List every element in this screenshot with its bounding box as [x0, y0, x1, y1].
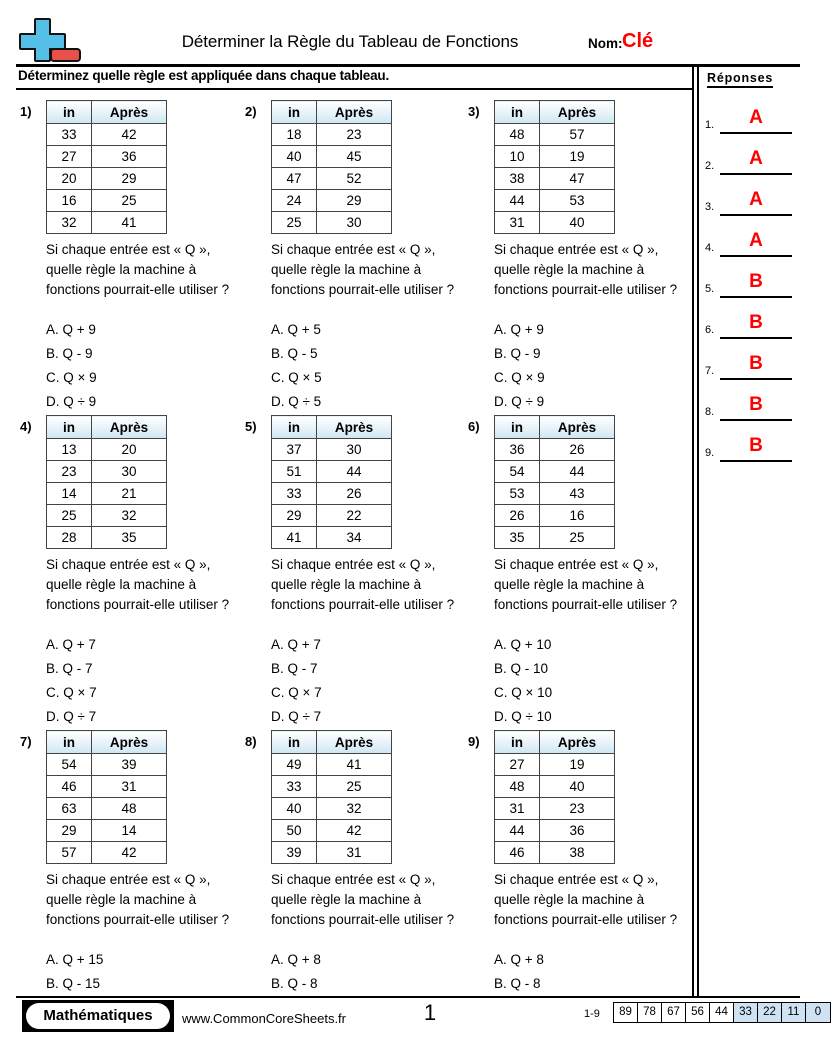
cell-in: 33	[272, 483, 317, 505]
cell-apres: 48	[92, 798, 167, 820]
cell-in: 14	[47, 483, 92, 505]
answer-choice[interactable]: B. Q - 5	[271, 346, 318, 361]
cell-in: 49	[272, 754, 317, 776]
answer-choice[interactable]: B. Q - 15	[46, 976, 101, 991]
answer-value[interactable]: B	[749, 394, 763, 415]
cell-apres: 25	[540, 527, 615, 549]
table-row	[495, 168, 615, 190]
cell-apres: 36	[540, 820, 615, 842]
table-row	[495, 461, 615, 483]
table-row	[495, 776, 615, 798]
cell-in: 57	[47, 842, 92, 864]
cell-in: 29	[47, 820, 92, 842]
cell-in: 33	[47, 124, 92, 146]
cell-in: 31	[495, 798, 540, 820]
table-row	[495, 212, 615, 234]
header-in: in	[495, 416, 540, 439]
cell-in: 18	[272, 124, 317, 146]
table-header-row	[272, 731, 392, 754]
table-row	[272, 842, 392, 864]
page-header	[0, 0, 816, 66]
answers-title: Réponses	[707, 71, 773, 88]
table-row	[495, 527, 615, 549]
cell-in: 50	[272, 820, 317, 842]
answer-choice[interactable]: A. Q + 7	[46, 637, 96, 652]
answer-value[interactable]: B	[749, 271, 763, 292]
cell-apres: 53	[540, 190, 615, 212]
answer-blank-line	[720, 214, 792, 216]
answer-blank-line	[720, 419, 792, 421]
cell-apres: 41	[92, 212, 167, 234]
cell-apres: 21	[92, 483, 167, 505]
cell-in: 26	[495, 505, 540, 527]
function-table	[46, 730, 167, 864]
answer-number: 3.	[705, 201, 715, 213]
answer-choice[interactable]: C. Q × 5	[271, 370, 322, 385]
cell-apres: 30	[317, 439, 392, 461]
cell-in: 33	[272, 776, 317, 798]
table-row	[495, 820, 615, 842]
problem-number: 7)	[20, 734, 32, 749]
header-in: in	[495, 101, 540, 124]
answer-key-marker: Clé	[622, 30, 654, 52]
table-row	[47, 776, 167, 798]
scale-cell: 56	[686, 1003, 710, 1022]
answer-value[interactable]: A	[749, 148, 763, 169]
cell-apres: 41	[317, 754, 392, 776]
table-row	[495, 505, 615, 527]
cell-in: 46	[47, 776, 92, 798]
answer-number: 2.	[705, 160, 715, 172]
cell-in: 32	[47, 212, 92, 234]
cell-in: 47	[272, 168, 317, 190]
table-header-row	[47, 416, 167, 439]
answer-blank-line	[720, 378, 792, 380]
answer-row	[703, 181, 809, 222]
answer-row	[703, 140, 809, 181]
header-in: in	[47, 101, 92, 124]
answer-choice[interactable]: D. Q ÷ 10	[494, 709, 552, 724]
answer-choices	[46, 318, 97, 414]
cell-apres: 42	[92, 842, 167, 864]
cell-apres: 31	[92, 776, 167, 798]
cell-in: 48	[495, 776, 540, 798]
cell-in: 41	[272, 527, 317, 549]
answer-choice[interactable]: C. Q × 9	[46, 370, 97, 385]
scale-cell: 33	[734, 1003, 758, 1022]
header-apres: Après	[540, 101, 615, 124]
problem-prompt: Si chaque entrée est « Q », quelle règle la machine à fonctions pourrait-elle utiliser ?	[46, 872, 230, 927]
cell-in: 38	[495, 168, 540, 190]
problem-number: 4)	[20, 419, 32, 434]
cell-in: 44	[495, 190, 540, 212]
table-row	[272, 820, 392, 842]
cell-apres: 34	[317, 527, 392, 549]
table-row	[272, 527, 392, 549]
cell-apres: 45	[317, 146, 392, 168]
answer-choice[interactable]: B. Q - 7	[271, 661, 318, 676]
answer-choice[interactable]: C. Q × 9	[494, 370, 545, 385]
table-row	[495, 124, 615, 146]
table-row	[47, 124, 167, 146]
function-table	[494, 730, 615, 864]
cell-apres: 23	[540, 798, 615, 820]
subject-badge	[22, 1000, 174, 1032]
cell-apres: 31	[317, 842, 392, 864]
table-row	[272, 212, 392, 234]
answer-blank-line	[720, 337, 792, 339]
scoring-scale-label: 1-9	[584, 1008, 600, 1020]
table-row	[272, 798, 392, 820]
table-row	[495, 842, 615, 864]
cell-in: 16	[47, 190, 92, 212]
problem-prompt: Si chaque entrée est « Q », quelle règle la machine à fonctions pourrait-elle utiliser ?	[494, 242, 678, 297]
cell-in: 10	[495, 146, 540, 168]
scoring-scale	[613, 1002, 831, 1023]
cell-apres: 32	[92, 505, 167, 527]
scale-cell: 0	[806, 1003, 830, 1022]
name-label: Nom:	[588, 36, 623, 51]
answer-choice[interactable]: D. Q ÷ 7	[271, 709, 322, 724]
header-apres: Après	[92, 416, 167, 439]
answer-number: 4.	[705, 242, 715, 254]
table-row	[495, 439, 615, 461]
cell-in: 53	[495, 483, 540, 505]
cell-in: 27	[495, 754, 540, 776]
problem-prompt: Si chaque entrée est « Q », quelle règle la machine à fonctions pourrait-elle utiliser ?	[494, 557, 678, 612]
answer-value[interactable]: B	[749, 353, 763, 374]
scale-cell: 89	[614, 1003, 638, 1022]
table-header-row	[495, 731, 615, 754]
table-row	[272, 190, 392, 212]
header-apres: Après	[92, 731, 167, 754]
header-apres: Après	[317, 731, 392, 754]
answer-choice[interactable]: B. Q - 8	[494, 976, 541, 991]
cell-in: 23	[47, 461, 92, 483]
cell-in: 51	[272, 461, 317, 483]
function-table	[271, 415, 392, 549]
cell-apres: 43	[540, 483, 615, 505]
cell-apres: 52	[317, 168, 392, 190]
answer-choice[interactable]: C. Q × 7	[271, 685, 322, 700]
table-header-row	[47, 101, 167, 124]
problem-number: 3)	[468, 104, 480, 119]
answer-value[interactable]: B	[749, 312, 763, 333]
function-table	[271, 730, 392, 864]
answer-value[interactable]: B	[749, 435, 763, 456]
cell-apres: 42	[92, 124, 167, 146]
cell-in: 28	[47, 527, 92, 549]
cell-in: 40	[272, 146, 317, 168]
footer-divider	[16, 996, 800, 998]
header-apres: Après	[317, 416, 392, 439]
answer-number: 1.	[705, 119, 715, 131]
scale-cell: 67	[662, 1003, 686, 1022]
problem-number: 1)	[20, 104, 32, 119]
cell-in: 20	[47, 168, 92, 190]
answer-choice[interactable]: A. Q + 15	[46, 952, 104, 967]
header-apres: Après	[317, 101, 392, 124]
answer-choice[interactable]: A. Q + 5	[271, 322, 321, 337]
function-table	[46, 100, 167, 234]
answer-choice[interactable]: D. Q ÷ 5	[271, 394, 322, 409]
table-row	[495, 146, 615, 168]
cell-in: 40	[272, 798, 317, 820]
problem-number: 9)	[468, 734, 480, 749]
problem-prompt: Si chaque entrée est « Q », quelle règle la machine à fonctions pourrait-elle utiliser ?	[271, 557, 455, 612]
cell-apres: 16	[540, 505, 615, 527]
answer-blank-line	[720, 296, 792, 298]
table-header-row	[272, 101, 392, 124]
table-row	[47, 754, 167, 776]
cell-apres: 30	[317, 212, 392, 234]
scale-cell: 78	[638, 1003, 662, 1022]
table-row	[272, 483, 392, 505]
answer-number: 6.	[705, 324, 715, 336]
cell-in: 25	[47, 505, 92, 527]
cell-apres: 23	[317, 124, 392, 146]
cell-in: 44	[495, 820, 540, 842]
cell-in: 39	[272, 842, 317, 864]
problem-prompt: Si chaque entrée est « Q », quelle règle la machine à fonctions pourrait-elle utiliser ?	[271, 872, 455, 927]
answer-choice[interactable]: D. Q ÷ 7	[46, 709, 97, 724]
table-header-row	[47, 731, 167, 754]
cell-apres: 38	[540, 842, 615, 864]
problem-prompt: Si chaque entrée est « Q », quelle règle la machine à fonctions pourrait-elle utiliser ?	[46, 242, 230, 297]
answer-choice[interactable]: B. Q - 7	[46, 661, 93, 676]
cell-in: 35	[495, 527, 540, 549]
answer-choice[interactable]: D. Q ÷ 9	[46, 394, 97, 409]
answer-choice[interactable]: B. Q - 8	[271, 976, 318, 991]
table-row	[272, 439, 392, 461]
subject-badge-label: Mathématiques	[26, 1003, 170, 1029]
problem-number: 6)	[468, 419, 480, 434]
answer-choices	[271, 633, 322, 729]
answer-row	[703, 263, 809, 304]
problem-prompt: Si chaque entrée est « Q », quelle règle la machine à fonctions pourrait-elle utiliser ?	[494, 872, 678, 927]
problem-number: 5)	[245, 419, 257, 434]
header-in: in	[272, 101, 317, 124]
cell-apres: 25	[317, 776, 392, 798]
answer-row	[703, 427, 809, 468]
table-row	[47, 190, 167, 212]
answer-choice[interactable]: A. Q + 10	[494, 637, 552, 652]
table-row	[495, 754, 615, 776]
table-row	[47, 212, 167, 234]
cell-apres: 30	[92, 461, 167, 483]
worksheet-title: Déterminer la Règle du Tableau de Fonctions	[181, 32, 519, 51]
scale-cell: 11	[782, 1003, 806, 1022]
cell-in: 25	[272, 212, 317, 234]
answer-number: 7.	[705, 365, 715, 377]
cell-apres: 40	[540, 776, 615, 798]
answer-choices	[494, 633, 552, 729]
plus-minus-logo-icon	[16, 18, 82, 64]
answer-value[interactable]: A	[749, 189, 763, 210]
table-row	[272, 754, 392, 776]
answer-choice[interactable]: A. Q + 8	[494, 952, 544, 967]
cell-in: 31	[495, 212, 540, 234]
table-row	[47, 820, 167, 842]
table-row	[495, 798, 615, 820]
panel-divider-line-inner	[697, 66, 699, 996]
answer-row	[703, 386, 809, 427]
table-row	[495, 190, 615, 212]
answer-choice[interactable]: C. Q × 7	[46, 685, 97, 700]
function-table	[271, 100, 392, 234]
answer-choices	[271, 318, 322, 414]
table-row	[272, 146, 392, 168]
answer-number: 8.	[705, 406, 715, 418]
cell-apres: 44	[540, 461, 615, 483]
cell-in: 63	[47, 798, 92, 820]
table-row	[47, 798, 167, 820]
answer-choice[interactable]: A. Q + 9	[494, 322, 544, 337]
cell-apres: 22	[317, 505, 392, 527]
header-divider	[16, 64, 800, 67]
cell-apres: 35	[92, 527, 167, 549]
answer-choice[interactable]: D. Q ÷ 9	[494, 394, 545, 409]
cell-apres: 26	[317, 483, 392, 505]
header-apres: Après	[540, 731, 615, 754]
problem-number: 8)	[245, 734, 257, 749]
answer-row	[703, 345, 809, 386]
answer-blank-line	[720, 255, 792, 257]
header-apres: Après	[540, 416, 615, 439]
table-row	[47, 842, 167, 864]
cell-apres: 20	[92, 439, 167, 461]
cell-in: 13	[47, 439, 92, 461]
table-header-row	[495, 416, 615, 439]
table-row	[47, 527, 167, 549]
answer-row	[703, 99, 809, 140]
problem-prompt: Si chaque entrée est « Q », quelle règle la machine à fonctions pourrait-elle utiliser ?	[271, 242, 455, 297]
scale-cell: 22	[758, 1003, 782, 1022]
cell-apres: 26	[540, 439, 615, 461]
scale-cell: 44	[710, 1003, 734, 1022]
table-row	[47, 505, 167, 527]
cell-apres: 14	[92, 820, 167, 842]
problem-number: 2)	[245, 104, 257, 119]
table-row	[495, 483, 615, 505]
cell-apres: 40	[540, 212, 615, 234]
answer-blank-line	[720, 173, 792, 175]
header-in: in	[495, 731, 540, 754]
cell-apres: 42	[317, 820, 392, 842]
answer-row	[703, 222, 809, 263]
cell-in: 46	[495, 842, 540, 864]
function-table	[46, 415, 167, 549]
header-in: in	[47, 731, 92, 754]
table-header-row	[495, 101, 615, 124]
answer-choice[interactable]: B. Q - 9	[494, 346, 541, 361]
cell-in: 54	[47, 754, 92, 776]
cell-in: 27	[47, 146, 92, 168]
header-in: in	[272, 416, 317, 439]
instruction-divider	[16, 88, 692, 90]
site-url: www.CommonCoreSheets.fr	[182, 1011, 346, 1026]
cell-apres: 25	[92, 190, 167, 212]
answer-choices	[46, 948, 103, 996]
table-row	[47, 168, 167, 190]
answer-blank-line	[720, 132, 792, 134]
table-row	[47, 483, 167, 505]
cell-in: 54	[495, 461, 540, 483]
answer-choice[interactable]: A. Q + 8	[271, 952, 321, 967]
cell-apres: 39	[92, 754, 167, 776]
cell-apres: 19	[540, 146, 615, 168]
cell-apres: 57	[540, 124, 615, 146]
table-row	[47, 146, 167, 168]
answer-choices	[271, 948, 321, 996]
header-in: in	[47, 416, 92, 439]
answer-row	[703, 304, 809, 345]
table-row	[47, 461, 167, 483]
answer-choices	[494, 318, 545, 414]
cell-apres: 36	[92, 146, 167, 168]
table-row	[272, 776, 392, 798]
table-row	[272, 168, 392, 190]
cell-in: 48	[495, 124, 540, 146]
cell-apres: 19	[540, 754, 615, 776]
table-header-row	[272, 416, 392, 439]
panel-divider-line-outer	[692, 66, 694, 996]
header-in: in	[272, 731, 317, 754]
header-apres: Après	[92, 101, 167, 124]
answer-choices	[494, 948, 544, 996]
function-table	[494, 100, 615, 234]
answer-choice[interactable]: B. Q - 9	[46, 346, 93, 361]
instruction-text: Déterminez quelle règle est appliquée dans chaque tableau.	[18, 68, 390, 83]
logo-minus-bar	[50, 48, 81, 62]
function-table	[494, 415, 615, 549]
answer-choice[interactable]: A. Q + 7	[271, 637, 321, 652]
table-row	[272, 124, 392, 146]
answer-choices	[46, 633, 97, 729]
page-number: 1	[423, 1000, 437, 1025]
logo-plus-fill-h	[21, 35, 64, 48]
cell-apres: 32	[317, 798, 392, 820]
cell-in: 29	[272, 505, 317, 527]
cell-apres: 47	[540, 168, 615, 190]
answer-choice[interactable]: A. Q + 9	[46, 322, 96, 337]
answer-number: 9.	[705, 447, 715, 459]
cell-apres: 44	[317, 461, 392, 483]
answer-value[interactable]: A	[749, 107, 763, 128]
problem-prompt: Si chaque entrée est « Q », quelle règle la machine à fonctions pourrait-elle utiliser ?	[46, 557, 230, 612]
answer-choice[interactable]: B. Q - 10	[494, 661, 549, 676]
answer-choice[interactable]: C. Q × 10	[494, 685, 553, 700]
answer-number: 5.	[705, 283, 715, 295]
answer-value[interactable]: A	[749, 230, 763, 251]
cell-in: 24	[272, 190, 317, 212]
table-row	[272, 461, 392, 483]
answer-blank-line	[720, 460, 792, 462]
cell-apres: 29	[317, 190, 392, 212]
cell-in: 36	[495, 439, 540, 461]
cell-in: 37	[272, 439, 317, 461]
cell-apres: 29	[92, 168, 167, 190]
table-row	[47, 439, 167, 461]
table-row	[272, 505, 392, 527]
